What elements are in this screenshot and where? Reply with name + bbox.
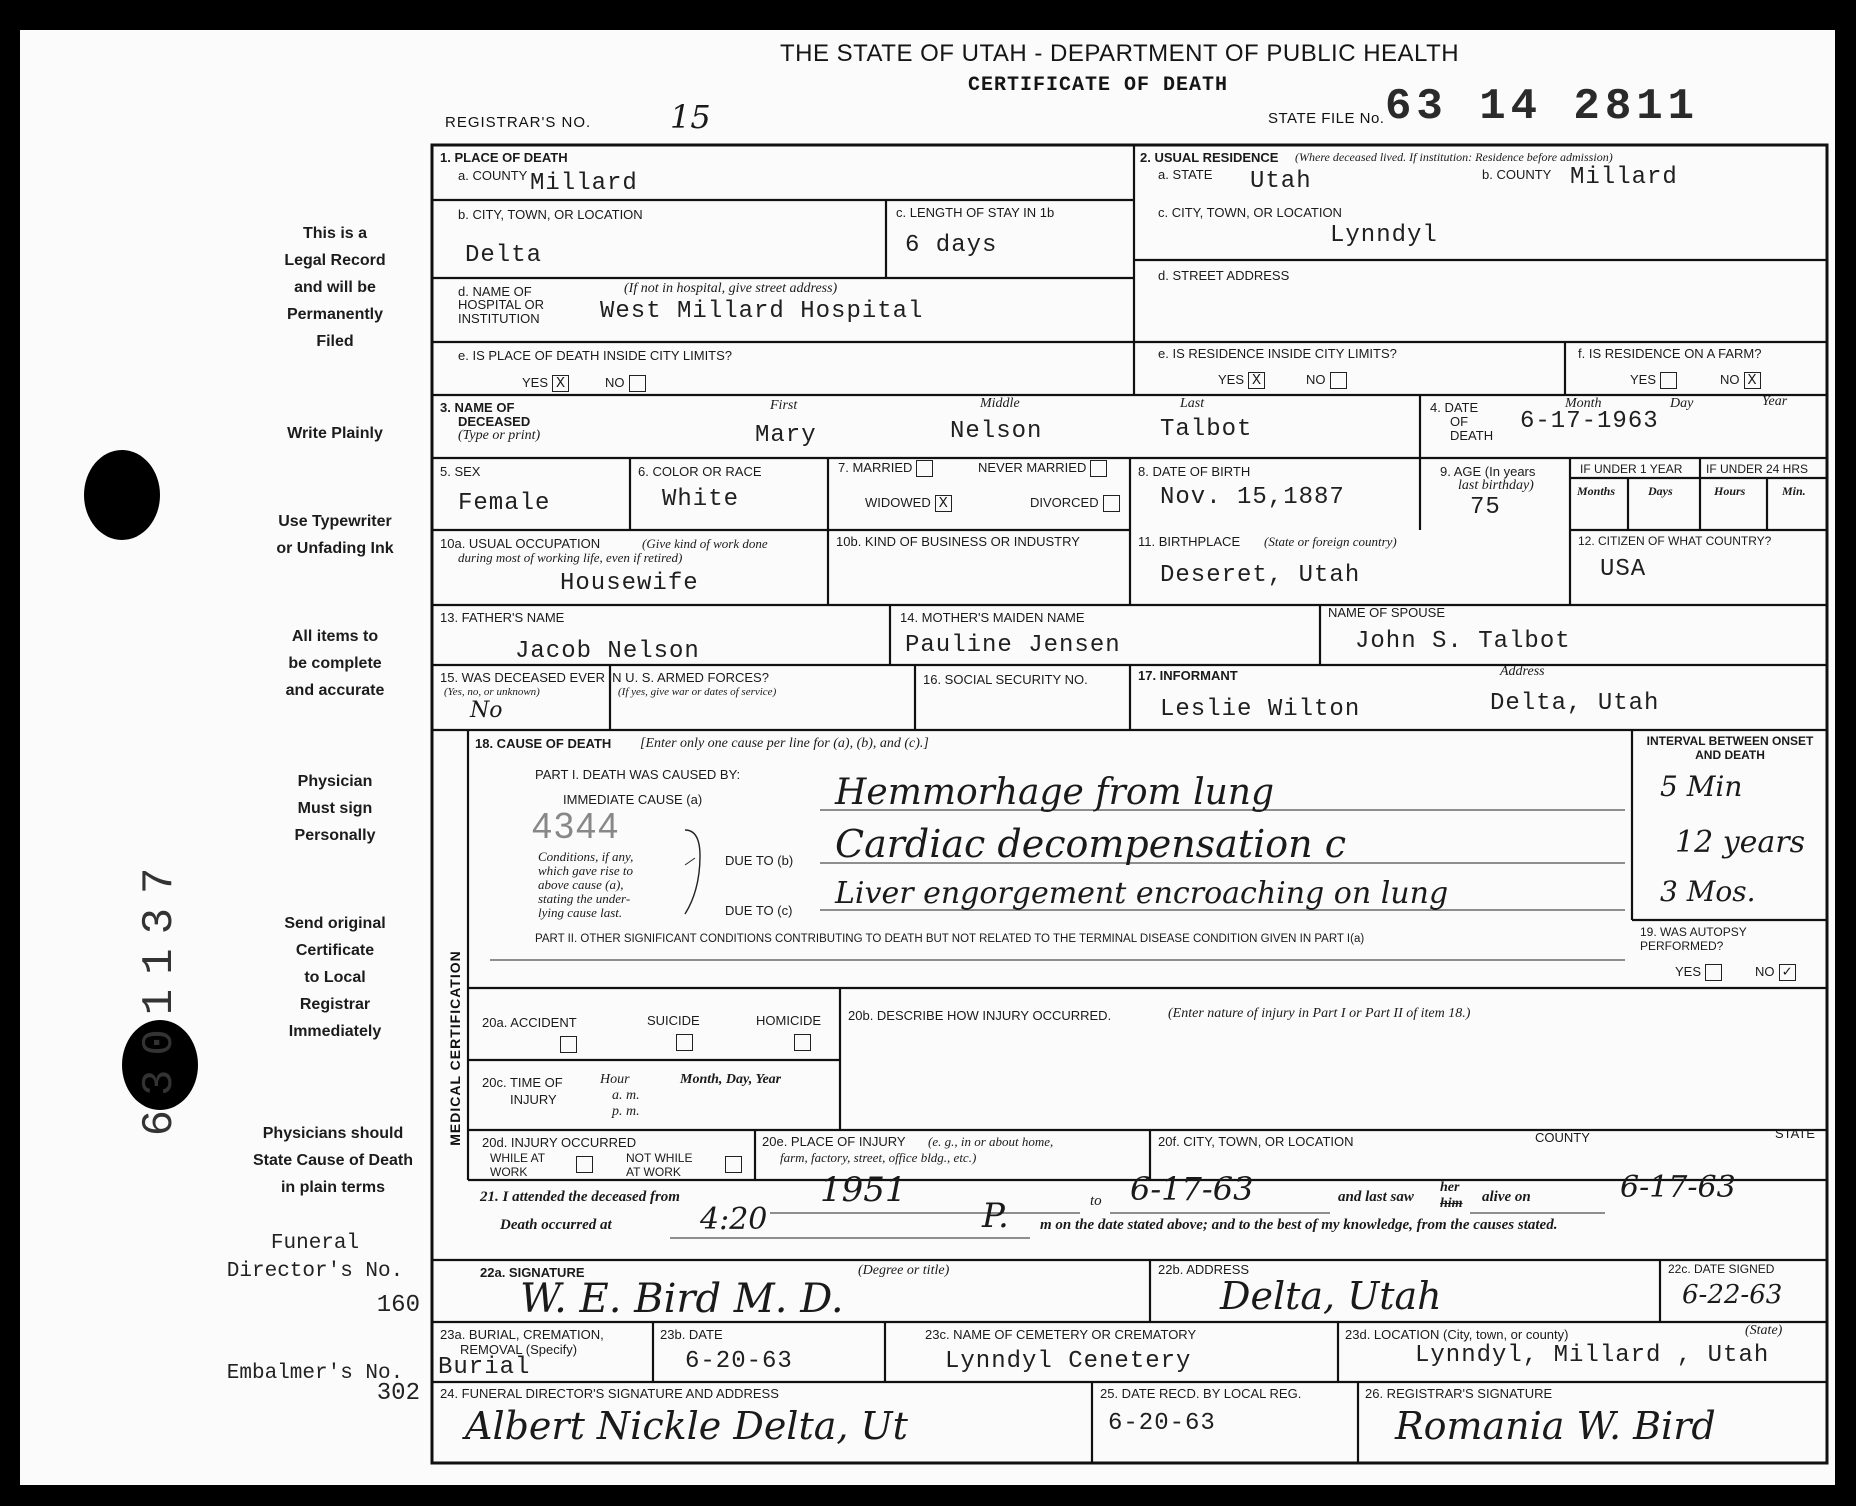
burial-location-label: 23d. LOCATION (City, town, or county) (1345, 1327, 1569, 1342)
burial-state-label: (State) (1745, 1323, 1783, 1338)
item-3-label: 3. NAME OF (440, 400, 515, 415)
embalmer-label: Embalmer's No. (226, 1362, 404, 1385)
hours-label: Hours (1714, 484, 1746, 498)
while-at-work-label: WHILE AT (490, 1151, 546, 1165)
res-state-label: a. STATE (1158, 167, 1213, 182)
death-time-value: 4:20 (700, 1202, 768, 1237)
injury-city-label: 20f. CITY, TOWN, OR LOCATION (1158, 1134, 1354, 1149)
res-inside-yes[interactable] (1218, 372, 1265, 389)
date-of-death-death: DEATH (1450, 428, 1494, 443)
side-note-write: Write Plainly (287, 425, 383, 442)
death-pm-value: P. (982, 1196, 1009, 1236)
informant-address-label: Address (1500, 664, 1545, 679)
hospital-label-2: HOSPITAL OR (458, 297, 544, 312)
mins-label: Min. (1782, 484, 1806, 498)
physician-address: Delta, Utah (1220, 1274, 1442, 1318)
first-name-value: Mary (755, 422, 817, 449)
age-label: 9. AGE (In years (1440, 464, 1536, 479)
burial-date-value: 6-20-63 (685, 1348, 793, 1375)
cause-a-value: Hemmorhage from lung (835, 772, 1275, 813)
part-1-label: PART I. DEATH WAS CAUSED BY: (535, 767, 741, 782)
date-received-label: 25. DATE RECD. BY LOCAL REG. (1100, 1386, 1302, 1401)
item-3-note: (Type or print) (458, 428, 541, 443)
marital-widowed[interactable] (865, 495, 952, 512)
dob-value: Nov. 15,1887 (1160, 484, 1345, 511)
certificate-sheet (20, 30, 1835, 1485)
item-3-label-2: DECEASED (458, 414, 531, 429)
checkbox-yes[interactable]: X (1248, 372, 1265, 389)
death-occurred-label: Death occurred at (500, 1217, 612, 1233)
accident-label: 20a. ACCIDENT (482, 1015, 577, 1030)
last-name-label: Last (1180, 396, 1205, 411)
never-married-label: NEVER MARRIED (978, 460, 1087, 475)
spouse-value: John S. Talbot (1355, 628, 1571, 655)
months-label: Months (1577, 484, 1616, 498)
registrar-signature-label: 26. REGISTRAR'S SIGNATURE (1365, 1386, 1553, 1401)
interval-label: INTERVAL BETWEEN ONSET AND DEATH (1646, 734, 1814, 762)
checkbox-accident[interactable] (560, 1036, 577, 1053)
no-label: NO (1755, 964, 1775, 979)
res-inside-no[interactable] (1306, 372, 1347, 389)
funeral-director-label: Funeral Director's No. (226, 1232, 404, 1283)
mother-value: Pauline Jensen (905, 632, 1121, 659)
interval-b-value: 12 years (1675, 825, 1806, 860)
checkbox-yes[interactable] (1705, 964, 1722, 981)
marital-never[interactable] (978, 460, 1107, 477)
birthplace-label: 11. BIRTHPLACE (1138, 534, 1241, 549)
days-label: Days (1648, 484, 1673, 498)
res-city-value: Lynndyl (1330, 222, 1438, 249)
res-county-label: b. COUNTY (1482, 167, 1552, 182)
place-of-injury-note: (e. g., in or about home, (928, 1134, 1054, 1149)
hospital-value: West Millard Hospital (600, 298, 924, 325)
year-label: Year (1762, 394, 1788, 409)
funeral-director-sig-label: 24. FUNERAL DIRECTOR'S SIGNATURE AND ADDRESS (440, 1386, 779, 1401)
checkbox-suicide[interactable] (676, 1034, 693, 1051)
age-label-2: last birthday) (1458, 478, 1534, 493)
cause-c-value: Liver engorgement encroaching on lung (835, 876, 1449, 911)
date-signed-value: 6-22-63 (1682, 1280, 1783, 1310)
part-2-label: PART II. OTHER SIGNIFICANT CONDITIONS CONTRIBUTING TO DEATH BUT NOT RELATED TO THE TERMINAL DISEASE CONDITION GIVEN IN PART I(a) (535, 933, 1365, 945)
armed-note-1: (Yes, no, or unknown) (444, 686, 540, 698)
under-1-year-label: IF UNDER 1 YEAR (1580, 462, 1683, 476)
checkbox-no[interactable] (629, 375, 646, 392)
embalmer-number: 302 (376, 1380, 420, 1407)
yes-label: YES (1218, 372, 1245, 387)
citizen-value: USA (1600, 556, 1647, 583)
married-label: 7. MARRIED (838, 460, 913, 475)
armed-label: 15. WAS DECEASED EVER IN U. S. ARMED FORCES? (440, 670, 769, 685)
stay-label: c. LENGTH OF STAY IN 1b (896, 205, 1055, 220)
yes-label: YES (1630, 372, 1657, 387)
yes-label: YES (1675, 964, 1702, 979)
checkbox-widowed[interactable]: X (935, 495, 952, 512)
side-note-send: Send original Certificate to Local Registrar Immediately (284, 915, 386, 1040)
due-to-b-label: DUE TO (b) (725, 853, 794, 868)
certificate-subtitle: CERTIFICATE OF DEATH (968, 74, 1229, 97)
injury-occurred-label: 20d. INJURY OCCURRED (482, 1135, 637, 1150)
day-label: Day (1670, 396, 1694, 411)
mother-label: 14. MOTHER'S MAIDEN NAME (900, 610, 1085, 625)
mdy-label: Month, Day, Year (680, 1072, 782, 1087)
checkbox-not-while-at-work[interactable] (725, 1156, 742, 1173)
marital-divorced[interactable] (1030, 495, 1120, 512)
immediate-cause-label: IMMEDIATE CAUSE (a) (563, 792, 703, 807)
attended-label: 21. I attended the deceased from (480, 1189, 680, 1205)
middle-name-value: Nelson (950, 418, 1043, 445)
widowed-label: WIDOWED (865, 495, 931, 510)
cemetery-value: Lynndyl Cenetery (945, 1348, 1192, 1375)
informant-value: Leslie Wilton (1160, 696, 1361, 723)
time-of-injury-label-2: INJURY (510, 1092, 557, 1107)
state-file-label: STATE FILE No. (1268, 110, 1385, 127)
vertical-file-number: 6301137 (135, 853, 185, 1137)
inside-city-no[interactable] (605, 375, 646, 392)
cemetery-label: 23c. NAME OF CEMETERY OR CREMATORY (925, 1327, 1197, 1342)
certificate-title: THE STATE OF UTAH - DEPARTMENT OF PUBLIC HEALTH (780, 40, 1460, 67)
ssn-label: 16. SOCIAL SECURITY NO. (923, 672, 1088, 687)
conditions-note: Conditions, if any, which gave rise to above cause (a), stating the under- lying cause last. (538, 849, 634, 920)
side-note-legal: This is a Legal Record and will be Permanently Filed (284, 225, 386, 350)
am-label: a. m. (612, 1088, 640, 1103)
hospital-label: d. NAME OF (458, 284, 532, 299)
her-label: her (1440, 1180, 1460, 1195)
yes-label: YES (522, 375, 549, 390)
occupation-value: Housewife (560, 570, 699, 597)
state-file-number: 63 14 2811 (1385, 82, 1700, 132)
autopsy-no[interactable] (1755, 964, 1796, 981)
cause-code: 4344 (532, 805, 621, 846)
res-state-value: Utah (1250, 168, 1312, 195)
hour-label: Hour (600, 1072, 630, 1087)
checkbox-yes[interactable]: X (552, 375, 569, 392)
funeral-director-signature: Albert Nickle Delta, Ut (465, 1404, 908, 1448)
time-of-injury-label: 20c. TIME OF (482, 1075, 563, 1090)
checkbox-divorced[interactable] (1103, 495, 1120, 512)
armed-value: No (470, 698, 503, 723)
cause-note: [Enter only one cause per line for (a), (b), and (c).] (640, 736, 929, 751)
no-label: NO (1720, 372, 1740, 387)
him-label: him (1440, 1196, 1463, 1211)
sex-value: Female (458, 490, 551, 517)
interval-c-value: 3 Mos. (1660, 875, 1756, 908)
item-2-label: 2. USUAL RESIDENCE (1140, 150, 1279, 165)
checkbox-no[interactable] (1330, 372, 1347, 389)
place-of-injury-label: 20e. PLACE OF INJURY (762, 1134, 906, 1149)
alive-on-label: alive on (1482, 1189, 1531, 1205)
father-value: Jacob Nelson (515, 638, 700, 665)
address-label: 22b. ADDRESS (1158, 1262, 1250, 1277)
first-name-label: First (770, 398, 798, 413)
occupation-note: (Give kind of work done (642, 536, 768, 551)
residence-note: (Where deceased lived. If institution: Residence before admission) (1295, 150, 1613, 164)
item-1-label: 1. PLACE OF DEATH (440, 150, 568, 165)
registrar-label: REGISTRAR'S NO. (445, 114, 592, 131)
date-stated-text: m on the date stated above; and to the best of my knowledge, from the causes stated. (1040, 1217, 1558, 1233)
side-note-physician: Physician Must sign Personally (294, 773, 376, 844)
dob-label: 8. DATE OF BIRTH (1138, 464, 1251, 479)
sex-label: 5. SEX (440, 464, 481, 479)
while-at-work-label-2: WORK (490, 1165, 528, 1179)
place-city-value: Delta (465, 242, 543, 269)
res-farm-label: f. IS RESIDENCE ON A FARM? (1578, 346, 1762, 361)
res-county-value: Millard (1570, 164, 1678, 191)
last-name-value: Talbot (1160, 416, 1253, 443)
marital-married[interactable] (838, 460, 933, 477)
checkbox-no[interactable]: X (1744, 372, 1761, 389)
burial-value: Burial (438, 1354, 531, 1381)
date-of-death-label: 4. DATE (1430, 400, 1479, 415)
checkbox-homicide[interactable] (794, 1034, 811, 1051)
occupation-label: 10a. USUAL OCCUPATION (440, 536, 601, 551)
due-to-c-label: DUE TO (c) (725, 903, 793, 918)
age-value: 75 (1470, 494, 1501, 521)
business-label: 10b. KIND OF BUSINESS OR INDUSTRY (836, 534, 1080, 549)
under-24-hrs-label: IF UNDER 24 HRS (1706, 462, 1809, 476)
birthplace-note: (State or foreign country) (1264, 534, 1397, 549)
date-signed-label: 22c. DATE SIGNED (1668, 1262, 1775, 1276)
cause-b-value: Cardiac decompensation c (835, 822, 1346, 866)
place-county-value: Millard (530, 170, 638, 197)
res-city-label: c. CITY, TOWN, OR LOCATION (1158, 205, 1342, 220)
checkbox-while-at-work[interactable] (576, 1156, 593, 1173)
attended-from-value: 1951 (820, 1170, 907, 1210)
checkbox-married[interactable] (916, 460, 933, 477)
not-while-at-work-label-2: AT WORK (626, 1165, 681, 1179)
describe-injury-label: 20b. DESCRIBE HOW INJURY OCCURRED. (848, 1008, 1112, 1023)
autopsy-label: 19. WAS AUTOPSY PERFORMED? (1640, 925, 1747, 953)
race-label: 6. COLOR OR RACE (638, 464, 762, 479)
race-value: White (662, 486, 740, 513)
burial-date-label: 23b. DATE (660, 1327, 723, 1342)
hospital-label-3: INSTITUTION (458, 311, 540, 326)
burial-label-2: REMOVAL (Specify) (460, 1342, 578, 1357)
checkbox-never-married[interactable] (1090, 460, 1107, 477)
alive-on-value: 6-17-63 (1620, 1170, 1736, 1205)
place-county-label: a. COUNTY (458, 168, 528, 183)
informant-label: 17. INFORMANT (1138, 668, 1238, 683)
middle-name-label: Middle (980, 396, 1020, 411)
side-note-complete: All items to be complete and accurate (285, 628, 385, 699)
funeral-director-number: 160 (376, 1292, 420, 1319)
side-note-cause: Physicians should State Cause of Death in plain terms (252, 1125, 414, 1196)
date-of-death-of: OF (1450, 414, 1469, 429)
attended-to-value: 6-17-63 (1130, 1170, 1254, 1208)
inside-city-label: e. IS PLACE OF DEATH INSIDE CITY LIMITS? (458, 348, 733, 363)
checkbox-no[interactable]: ✓ (1779, 964, 1796, 981)
place-city-label: b. CITY, TOWN, OR LOCATION (458, 207, 643, 222)
burial-location-value: Lynndyl, Millard , Utah (1415, 1342, 1770, 1369)
divorced-label: DIVORCED (1030, 495, 1099, 510)
hospital-note: (If not in hospital, give street address) (624, 281, 838, 296)
homicide-label: HOMICIDE (756, 1013, 821, 1028)
burial-label: 23a. BURIAL, CREMATION, (440, 1327, 604, 1342)
date-of-death-value: 6-17-1963 (1520, 408, 1659, 435)
attended-to-label: to (1090, 1193, 1102, 1209)
interval-a-value: 5 Min (1660, 770, 1743, 803)
date-received-value: 6-20-63 (1108, 1410, 1216, 1437)
not-while-at-work-label: NOT WHILE (626, 1151, 693, 1165)
registrar-signature: Romania W. Bird (1395, 1404, 1716, 1448)
res-farm-yes[interactable] (1630, 372, 1677, 389)
armed-note-2: (If yes, give war or dates of service) (618, 686, 777, 698)
registrar-number: 15 (670, 98, 711, 136)
describe-injury-note: (Enter nature of injury in Part I or Part II of item 18.) (1168, 1006, 1471, 1021)
place-of-injury-note-2: farm, factory, street, office bldg., etc.) (780, 1150, 977, 1165)
res-inside-label: e. IS RESIDENCE INSIDE CITY LIMITS? (1158, 346, 1397, 361)
res-farm-no[interactable] (1720, 372, 1761, 389)
cause-label: 18. CAUSE OF DEATH (475, 736, 612, 751)
spouse-label: NAME OF SPOUSE (1328, 605, 1446, 620)
no-label: NO (605, 375, 625, 390)
signature-label: 22a. SIGNATURE (480, 1265, 585, 1280)
physician-signature: W. E. Bird M. D. (520, 1276, 844, 1322)
injury-county-label: COUNTY (1535, 1130, 1590, 1145)
birthplace-value: Deseret, Utah (1160, 562, 1361, 589)
pm-label: p. m. (612, 1104, 640, 1119)
injury-state-label: STATE (1775, 1126, 1815, 1141)
res-street-label: d. STREET ADDRESS (1158, 268, 1290, 283)
father-label: 13. FATHER'S NAME (440, 610, 565, 625)
suicide-label: SUICIDE (647, 1013, 700, 1028)
side-note-typewriter: Use Typewriter or Unfading Ink (276, 513, 394, 557)
checkbox-yes[interactable] (1660, 372, 1677, 389)
informant-address-value: Delta, Utah (1490, 690, 1660, 717)
citizen-label: 12. CITIZEN OF WHAT COUNTRY? (1578, 534, 1772, 548)
degree-label: (Degree or title) (858, 1263, 950, 1278)
last-saw-label: and last saw (1338, 1189, 1414, 1205)
autopsy-yes[interactable] (1675, 964, 1722, 981)
no-label: NO (1306, 372, 1326, 387)
month-label: Month (1565, 396, 1602, 411)
medical-certification-label: MEDICAL CERTIFICATION (447, 950, 463, 1146)
occupation-note-2: during most of working life, even if retired) (458, 550, 683, 565)
stay-value: 6 days (905, 232, 998, 259)
inside-city-yes[interactable] (522, 375, 569, 392)
